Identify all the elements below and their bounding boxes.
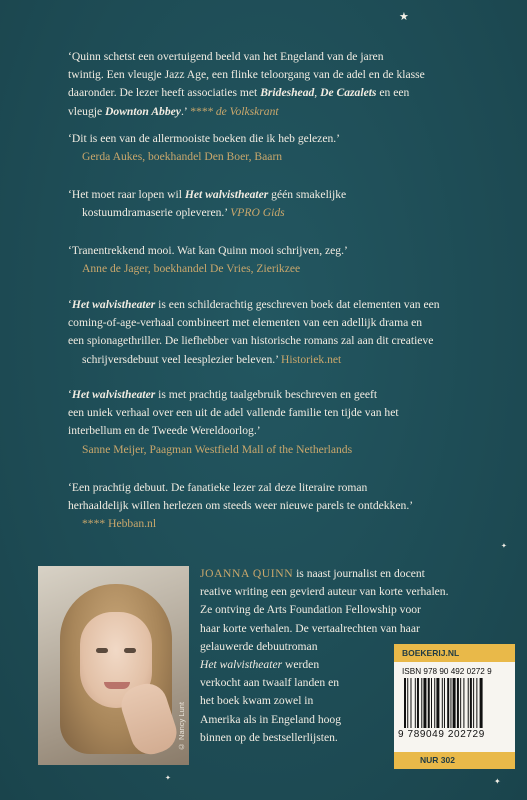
book-title: Het walvistheater: [71, 388, 156, 401]
book-title: Het walvistheater: [184, 188, 269, 201]
barcode-bar: [404, 678, 406, 728]
barcode-bar: [407, 678, 408, 728]
review-quote-hebban: [68, 479, 488, 534]
barcode-bar: [468, 678, 469, 728]
barcode-bar: [450, 678, 451, 728]
barcode-bar: [434, 678, 435, 728]
quote-text: ‘Dit is een van de allermooiste boeken die ik heb gelezen.’: [68, 132, 341, 145]
barcode-bars: [404, 678, 508, 728]
barcode-bar: [428, 678, 430, 728]
barcode-bar: [470, 678, 472, 728]
quote-source: Historiek.net: [281, 352, 342, 366]
barcode-bar: [410, 678, 411, 728]
quote-source: **** Hebban.nl: [82, 517, 157, 531]
quote-line: ‘Een prachtig debuut. De fanatieke lezer zal deze literaire roman: [68, 481, 368, 494]
quote-text: schrijversdebuut veel leesplezier beleven.’: [82, 352, 282, 366]
barcode-bar: [463, 678, 464, 728]
barcode-bar: [442, 678, 443, 728]
bio-text: werden: [282, 658, 320, 672]
barcode-bar: [476, 678, 477, 728]
review-quote-gerda-aukes: [68, 130, 488, 166]
quote-text: kostuumdramaserie opleveren.’: [82, 206, 231, 220]
book-title: Het walvistheater: [200, 658, 283, 672]
author-name: JOANNA QUINN: [200, 567, 294, 580]
star-icon: ★: [399, 11, 409, 23]
bio-text: is naast journalist en docent: [293, 567, 425, 580]
book-title: Downton Abbey: [105, 104, 181, 118]
barcode-bar: [415, 678, 416, 728]
bio-line: Amerika als in Engeland hoog: [200, 712, 342, 726]
nur-label: NUR 302: [394, 752, 515, 769]
quote-line: ‘Quinn schetst een overtuigend beeld van het Engeland van de jaren: [68, 50, 384, 63]
quote-text: ‘Tranentrekkend mooi. Wat kan Quinn mooi schrijven, zeg.’: [68, 244, 348, 257]
barcode-bar: [460, 678, 461, 728]
barcode-box: [394, 644, 515, 769]
quote-line: coming-of-age-verhaal combineert met elementen van een adellijk drama en: [68, 316, 423, 330]
photo-credit: © Nancy Lunt: [177, 701, 186, 751]
star-icon: ✦: [494, 777, 501, 786]
review-quote-sanne-meijer: [68, 386, 488, 459]
quote-text: ‘: [68, 388, 72, 401]
barcode-bar: [453, 678, 456, 728]
barcode-number: 9 789049 202729: [398, 729, 485, 740]
quote-line: een uniek verhaal over een uit de adel vallende familie ten tijde van het: [68, 406, 399, 420]
quote-source: Anne de Jager, boekhandel De Vries, Zierikzee: [82, 262, 301, 276]
quote-text: ‘: [68, 298, 72, 311]
quote-line: herhaaldelijk willen herlezen om steeds weer nieuwe parels te ontdekken.’: [68, 499, 414, 513]
quote-source: Gerda Aukes, boekhandel Den Boer, Baarn: [82, 150, 283, 164]
review-quote-volkskrant: [68, 48, 488, 121]
book-title: Het walvistheater: [71, 298, 156, 311]
author-photo: [38, 566, 189, 765]
quote-text: vleugje: [68, 104, 106, 118]
bio-line: gelauwerde debuutroman: [200, 639, 318, 653]
photo-mouth: [104, 682, 130, 689]
quote-text: .’: [180, 104, 190, 118]
quote-line: interbellum en de Tweede Wereldoorlog.’: [68, 424, 261, 438]
star-icon: ✦: [165, 774, 171, 782]
barcode-bar: [457, 678, 459, 728]
bio-line: binnen op de bestsellerlijsten.: [200, 730, 338, 744]
quote-text: is een schilderachtig geschreven boek dat elementen van een: [155, 298, 440, 311]
barcode-bar: [436, 678, 439, 728]
barcode-bar: [423, 678, 426, 728]
quote-text: ‘Het moet raar lopen wil: [68, 188, 185, 201]
book-title: De Cazalets: [320, 86, 377, 100]
book-title: Brideshead: [260, 86, 315, 100]
publisher-label: BOEKERIJ.NL: [394, 644, 515, 662]
quote-source: VPRO Gids: [230, 206, 285, 220]
quote-line: twintig. Een vleugje Jazz Age, een flinke teloorgang van de adel en de klasse: [68, 68, 425, 82]
barcode-bar: [431, 678, 432, 728]
review-quote-historiek: [68, 296, 488, 369]
bio-line: reative writing een gevierd auteur van korte verhalen.: [200, 585, 449, 599]
barcode-bar: [473, 678, 474, 728]
barcode-bar: [480, 678, 483, 728]
star-icon: ✦: [501, 542, 507, 550]
photo-eye: [124, 648, 136, 653]
quote-text: is met prachtig taalgebruik beschreven en geeft: [155, 388, 378, 401]
photo-eye: [96, 648, 108, 653]
bio-line: verkocht aan twaalf landen en: [200, 676, 340, 690]
barcode-bar: [421, 678, 422, 728]
review-quote-vpro: [68, 186, 488, 222]
quote-text: ,: [314, 86, 321, 100]
bio-line: Ze ontving de Arts Foundation Fellowship voor: [200, 603, 421, 617]
review-quote-anne-de-jager: [68, 242, 488, 278]
bio-line: het boek kwam zowel in: [200, 694, 314, 708]
bio-line: haar korte verhalen. De vertaalrechten van haar: [200, 621, 420, 635]
barcode-bar: [444, 678, 445, 728]
quote-source: Sanne Meijer, Paagman Westfield Mall of the Netherlands: [82, 442, 353, 456]
isbn-text: ISBN 978 90 492 0272 9: [402, 667, 492, 676]
barcode-bar: [417, 678, 419, 728]
quote-text: géén smakelijke: [268, 188, 347, 201]
quote-text: en een: [376, 86, 410, 100]
quote-line: daaronder. De lezer heeft associaties met: [68, 86, 258, 100]
quote-source: **** de Volkskrant: [189, 104, 279, 118]
quote-line: een spionagethriller. De liefhebber van historische romans zal aan dit creatieve: [68, 334, 434, 348]
barcode-bar: [447, 678, 449, 728]
